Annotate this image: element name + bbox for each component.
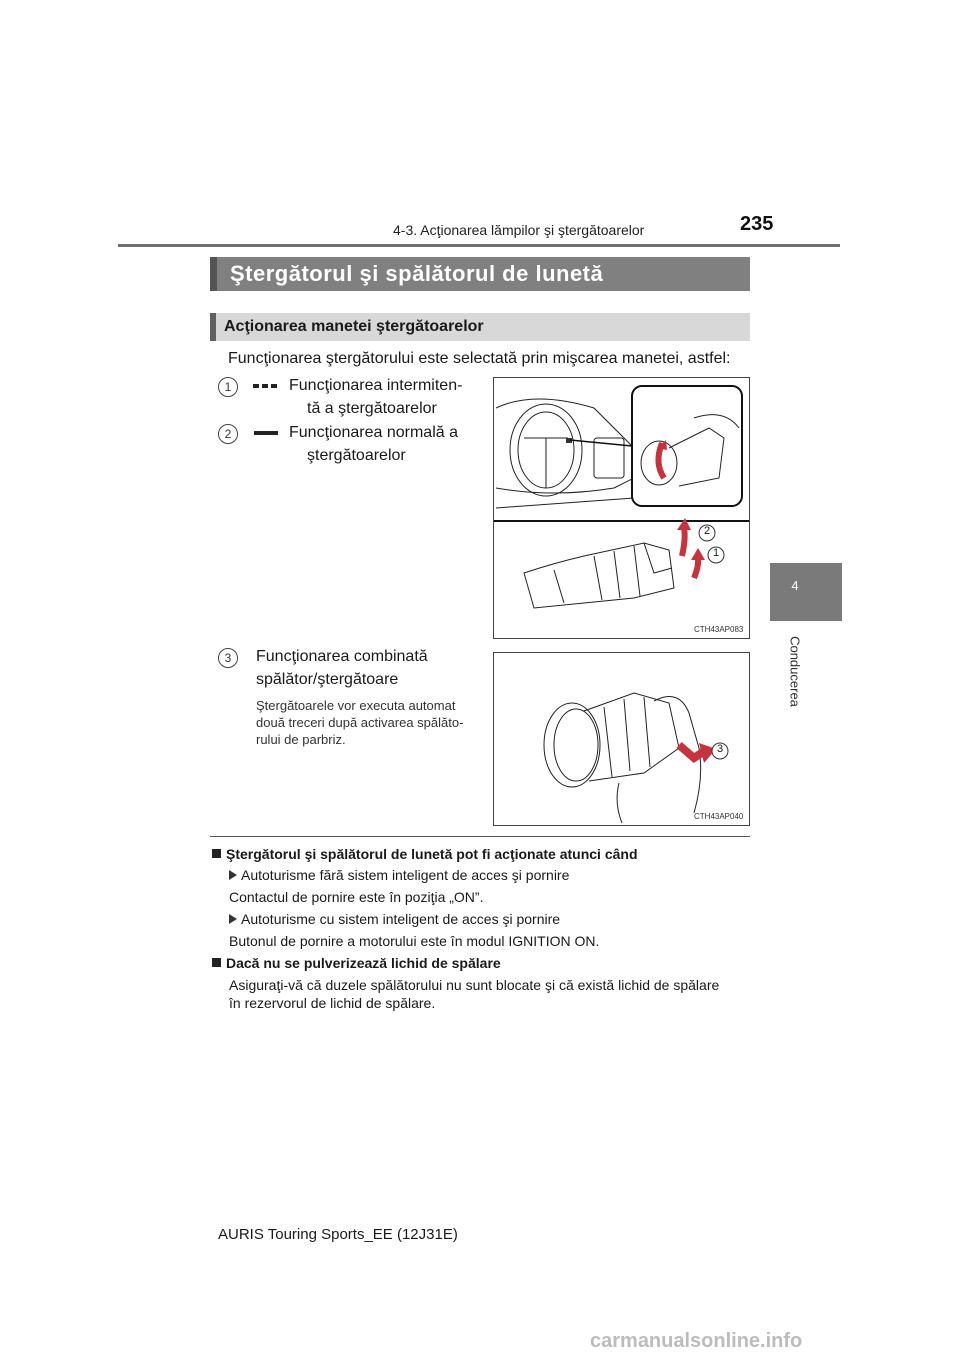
footer-model: AURIS Touring Sports_EE (12J31E) xyxy=(218,1226,458,1243)
item-2-number: 2 xyxy=(218,424,238,444)
chapter-tab xyxy=(770,563,842,621)
note-1-heading: Ştergătorul şi spălătorul de lunetă pot fi acţionate atunci când xyxy=(212,846,638,862)
item-2-line-2: ştergătoarelor xyxy=(307,447,406,464)
note-2-heading: Dacă nu se pulverizează lichid de spălare xyxy=(212,955,501,971)
item-3-note-3: rului de parbriz. xyxy=(256,732,346,747)
chapter-label: Conducerea xyxy=(787,636,803,707)
header-section-title: 4-3. Acţionarea lămpilor şi ştergătoarelor xyxy=(393,222,645,238)
note-1-bullet-2: Autoturisme cu sistem inteligent de acces şi pornire xyxy=(229,910,560,928)
subheading-bar xyxy=(210,313,750,341)
note-1-bullet-1: Autoturisme fără sistem inteligent de acces şi pornire xyxy=(229,866,569,884)
figure-1-label-2: 2 xyxy=(703,525,711,537)
item-1-number: 1 xyxy=(218,377,238,397)
intro-text: Funcţionarea ştergătorului este selectată prin mişcarea manetei, astfel: xyxy=(228,350,731,367)
subheading-accent xyxy=(210,313,216,341)
figure-washer-lever xyxy=(493,652,750,826)
arrow-bullet-icon xyxy=(229,914,237,924)
square-bullet-icon xyxy=(212,958,221,967)
figure-wiper-lever xyxy=(493,377,750,639)
figure-2-code: CTH43AP040 xyxy=(694,812,744,821)
note-1-text-1: Contactul de pornire este în poziţia „ON”. xyxy=(229,889,484,905)
intermittent-icon xyxy=(253,384,277,388)
page-number: 235 xyxy=(740,213,774,235)
figure-1-label-1: 1 xyxy=(712,547,720,559)
item-3-line-1: Funcţionarea combinată xyxy=(256,648,428,665)
item-3-number: 3 xyxy=(218,648,238,668)
figure-1-code: CTH43AP083 xyxy=(694,625,744,634)
item-3-note-1: Ştergătoarele vor executa automat xyxy=(256,698,456,713)
square-bullet-icon xyxy=(212,849,221,858)
note-1-text-2: Butonul de pornire a motorului este în modul IGNITION ON. xyxy=(229,933,600,949)
watermark: carmanualsonline.info xyxy=(590,1330,803,1352)
section-title: Ştergătorul şi spălătorul de lunetă xyxy=(230,261,604,286)
item-2-line-1: Funcţionarea normală a xyxy=(289,424,458,441)
washer-lever-illustration xyxy=(494,653,749,825)
subheading: Acţionarea manetei ştergătoarelor xyxy=(224,318,484,335)
figure-2-label-3: 3 xyxy=(716,743,724,755)
wiper-lever-illustration xyxy=(494,378,749,638)
normal-icon xyxy=(254,431,278,435)
notes-rule xyxy=(210,836,750,837)
note-2-line-1: Asiguraţi-vă că duzele spălătorului nu sunt blocate şi că există lichid de spălare xyxy=(229,977,720,993)
item-3-note-2: două treceri după activarea spălăto- xyxy=(256,715,464,730)
title-accent xyxy=(210,257,217,291)
note-2-line-2: în rezervorul de lichid de spălare. xyxy=(229,995,436,1011)
header-rule xyxy=(118,244,840,247)
section-title-bar xyxy=(210,257,750,291)
item-1-line-2: tă a ştergătoarelor xyxy=(307,400,437,417)
item-1-line-1: Funcţionarea intermiten- xyxy=(289,377,463,394)
arrow-bullet-icon xyxy=(229,870,237,880)
chapter-number: 4 xyxy=(791,578,799,593)
item-3-line-2: spălător/ştergătoare xyxy=(256,671,399,688)
